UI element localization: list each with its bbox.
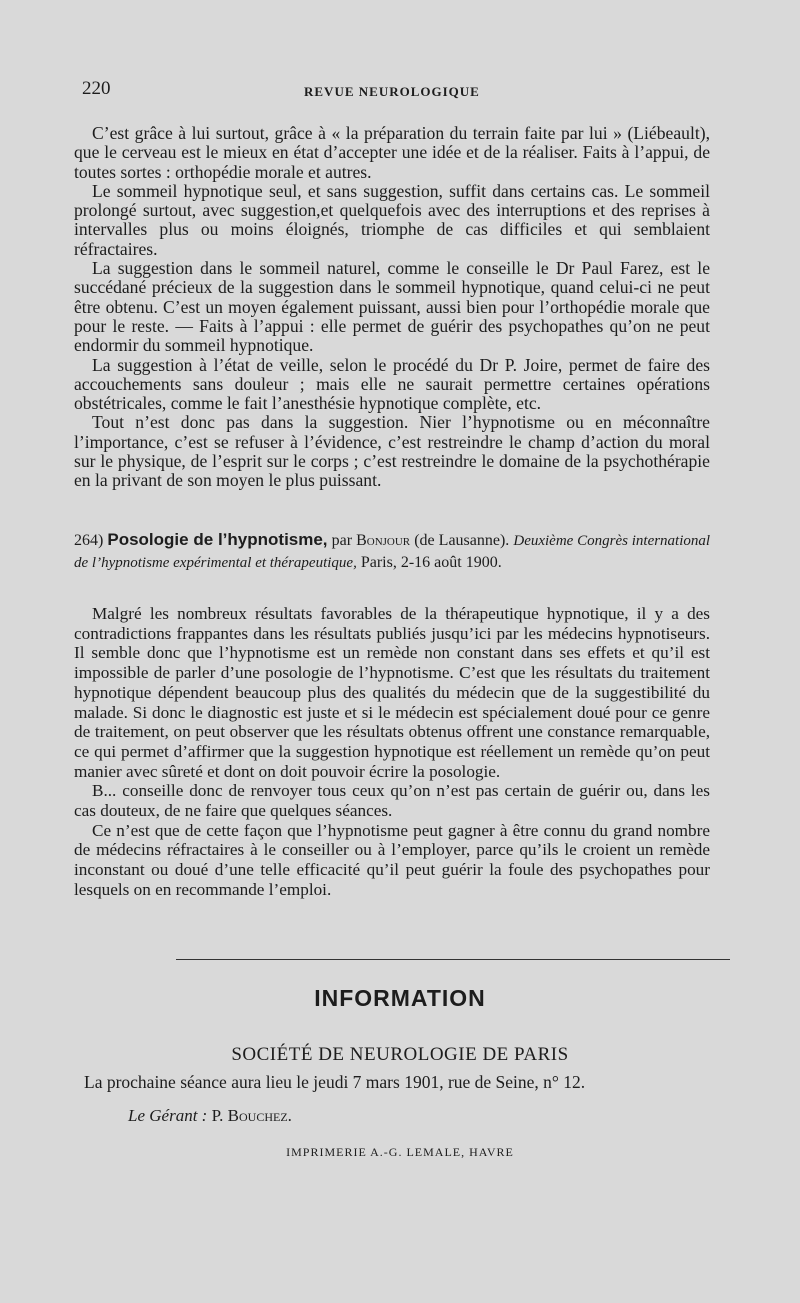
page-number: 220: [82, 78, 111, 99]
article-by: par: [331, 532, 353, 549]
article-affiliation: (de Lausanne).: [414, 532, 510, 549]
article-263-body: [74, 124, 710, 491]
gerant-line: [128, 1106, 292, 1126]
gerant-label: Le Gérant :: [128, 1106, 208, 1125]
meeting-announcement: La prochaine séance aura lieu le jeudi 7 mars 1901, rue de Seine, n° 12.: [84, 1072, 586, 1092]
paragraph: La suggestion à l’état de veille, selon le procédé du Dr P. Joire, permet de faire des accouchements sans douleur ; mais elle ne saurait permettre certaines opérations obstétricales, comme le fait l’anesthésie hypnotique complète, etc.: [74, 354, 710, 414]
society-name: SOCIÉTÉ DE NEUROLOGIE DE PARIS: [231, 1044, 569, 1065]
information-heading: INFORMATION: [314, 985, 486, 1011]
printer-imprint: IMPRIMERIE A.-G. LEMALE, HAVRE: [286, 1145, 514, 1159]
paragraph: La suggestion dans le sommeil naturel, comme le conseille le Dr Paul Farez, est le succédané précieux de la suggestion dans le sommeil hypnotique, quand celui-ci ne peut être obtenu. C’est un moyen également puissant, aussi bien pour l’orthopédie morale que pour le reste. — Faits à l’appui : elle permet de guérir des psychopathes qu’on ne peut endormir du sommeil hypnotique.: [74, 258, 710, 356]
paragraph: Ce n’est que de cette façon que l’hypnotisme peut gagner à être connu du grand nombre de médecins réfractaires à le conseiller ou à l’employer, parce qu’ils le croient un remède inconstant ou doué d’une telle efficacité qu’il peut guérir la foule des psychopathes pour lesquels on en recommande l’emploi.: [74, 820, 710, 899]
article-264-body: [74, 604, 710, 900]
article-number: 264): [74, 532, 104, 549]
paragraph: Tout n’est donc pas dans la suggestion. Nier l’hypnotisme ou en méconnaître l’importance, c’est se refuser à l’évidence, c’est restreindre le champ d’action du moral sur le physique, de l’esprit sur le corps ; c’est restreindre le domaine de la psychothérapie en la privant de son moyen le plus puissant.: [74, 412, 710, 491]
paragraph: Le sommeil hypnotique seul, et sans suggestion, suffit dans certains cas. Le sommeil prolongé surtout, avec suggestion,et quelquefois avec des interruptions et des reprises à intervalles plus ou moins éloignés, triomphe de cas difficiles et qui semblaient réfractaires.: [74, 180, 710, 259]
article-author: Bonjour: [356, 532, 411, 549]
article-title: Posologie de l’hypnotisme,: [107, 530, 328, 549]
page-header: [82, 78, 712, 102]
article-264-heading: [74, 529, 710, 574]
section-divider: [176, 959, 730, 960]
paragraph: C’est grâce à lui surtout, grâce à « la préparation du terrain faite par lui » (Liébeault), que le cerveau est le mieux en état d’accepter une idée et de la réaliser. Faits à l’appui, de toutes sortes : orthopédie morale et autres.: [74, 123, 710, 182]
article-place-date: Paris, 2-16 août 1900.: [360, 554, 502, 571]
paragraph: B... conseille donc de renvoyer tous ceux qu’on n’est pas certain de guérir ou, dans les cas douteux, de ne faire que quelques séances.: [74, 781, 710, 821]
article-congress: Deuxième Congrès international de l’hypnotisme expérimental et thérapeutique,: [74, 533, 711, 571]
journal-title: REVUE NEUROLOGIQUE: [304, 84, 480, 99]
gerant-name: P. Bouchez.: [211, 1106, 292, 1125]
paragraph: Malgré les nombreux résultats favorables de la thérapeutique hypnotique, il y a des contradictions frappantes dans les résultats publiés jusqu’ici par les médecins hypnotiseurs. Il semble donc que l’hypnotisme est un remède non constant dans ses effets et qu’il est impossible de parler d’une posologie de l’hypnotisme. C’est que les résultats du traitement hypnotique dépendent beaucoup plus des qualités du médecin que de la suggestibilité du malade. Si donc le diagnostic est juste et si le médecin est spécialement doué pour ce genre de traitement, on peut observer que les résultats obtenus offrent une constance remarquable, ce qui permet d’affirmer que la suggestion hypnotique est réellement un remède qu’on peut manier avec sûreté et dont on doit pouvoir écrire la posologie.: [74, 604, 710, 781]
